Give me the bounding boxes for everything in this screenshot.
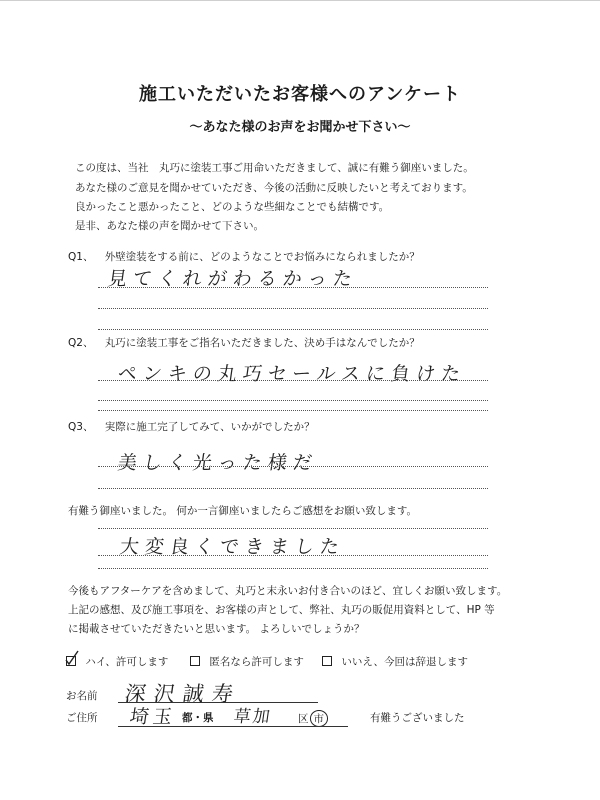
question-2-number: Q2、 bbox=[68, 337, 94, 349]
intro-line-1: この度は、当社 丸巧に塗装工事ご用命いただきまして、誠に有難う御座いました。 bbox=[75, 162, 474, 174]
separator-dot: ・ bbox=[192, 712, 203, 724]
allow-checkbox[interactable] bbox=[66, 656, 76, 666]
answer-1: 見てくれがわるかった bbox=[106, 268, 360, 290]
question-1 bbox=[68, 249, 420, 264]
address-ku-shi bbox=[298, 710, 328, 727]
comment-prompt: 有難う御座いました。 何か一言御座いましたらご感想をお願い致します。 bbox=[68, 505, 417, 517]
ken-label: 県 bbox=[203, 712, 214, 724]
anonymous-label: 匿名なら許可します bbox=[209, 656, 304, 668]
check-mark-icon bbox=[64, 650, 80, 666]
question-1-text: 外壁塗装をする前に、どのようなことでお悩みになられましたか？ bbox=[104, 251, 420, 263]
allow-label: ハイ、許可します bbox=[85, 656, 169, 668]
scan-edge bbox=[0, 0, 600, 1]
answer-2-line-1 bbox=[98, 380, 488, 381]
page-title: 施工いただいたお客様へのアンケート bbox=[139, 84, 461, 105]
page-subtitle: ～あなた様のお声をお聞かせ下さい～ bbox=[189, 120, 411, 135]
address-city: 草加 bbox=[232, 707, 274, 727]
question-3-number: Q3、 bbox=[68, 421, 94, 433]
answer-2-line-3 bbox=[98, 410, 488, 411]
intro-line-3: 良かったこと悪かったこと、どのような些細なことでも結構です。 bbox=[75, 201, 390, 213]
answer-2: ペンキの丸巧セールスに負けた bbox=[116, 363, 468, 385]
shi-label-circled: 市 bbox=[310, 710, 329, 727]
comment-line-2 bbox=[98, 555, 488, 556]
answer-3-line-1 bbox=[98, 466, 488, 467]
comment-answer: 大変良くできました bbox=[118, 536, 347, 558]
closing-line-3: に掲載させていただきたいと思います。 よろしいでしょうか？ bbox=[68, 623, 365, 635]
question-2-text: 丸巧に塗装工事をご指名いただきました、決め手はなんでしたか？ bbox=[104, 337, 420, 349]
consent-option-allow[interactable] bbox=[66, 654, 168, 669]
question-2 bbox=[68, 335, 420, 350]
answer-3-line-2 bbox=[98, 488, 488, 489]
intro-line-2: あなた様のご意見を聞かせていただき、今後の活動に反映したいと考えております。 bbox=[75, 182, 473, 194]
decline-checkbox[interactable] bbox=[322, 656, 332, 666]
answer-1-line-1 bbox=[98, 287, 488, 288]
comment-line-3 bbox=[98, 568, 488, 569]
closing-line-1: 今後もアフターケアを含めまして、丸巧と末永いお付き合いのほど、宜しくお願い致します。 bbox=[68, 585, 508, 597]
consent-option-anonymous[interactable] bbox=[190, 654, 304, 669]
question-1-number: Q1、 bbox=[68, 251, 94, 263]
name-value: 深沢誠寿 bbox=[123, 682, 243, 706]
address-underline bbox=[118, 726, 348, 727]
thanks-text: 有難うございました bbox=[370, 712, 465, 724]
address-to-ken bbox=[182, 710, 214, 725]
answer-3: 美しく光った様だ bbox=[116, 452, 320, 474]
name-label: お名前 bbox=[66, 690, 98, 702]
ku-label: 区 bbox=[298, 713, 309, 725]
answer-2-line-2 bbox=[98, 400, 488, 401]
question-3 bbox=[68, 419, 315, 434]
question-3-text: 実際に施工完了してみて、いかがでしたか？ bbox=[104, 421, 315, 433]
closing-line-2: 上記の感想、及び施工事項を、お客様の声として、弊社、丸巧の販促用資料として、HP 等 bbox=[68, 604, 495, 616]
to-label: 都 bbox=[182, 712, 193, 724]
answer-1-line-2 bbox=[98, 308, 488, 309]
decline-label: いいえ、今回は辞退します bbox=[341, 656, 468, 668]
address-label: ご住所 bbox=[66, 712, 98, 724]
address-prefecture: 埼玉 bbox=[128, 706, 178, 728]
consent-option-decline[interactable] bbox=[322, 654, 468, 669]
answer-1-line-3 bbox=[98, 329, 488, 330]
intro-line-4: 是非、あなた様の声を聞かせて下さい。 bbox=[75, 220, 264, 232]
comment-line-1 bbox=[98, 528, 488, 529]
anonymous-checkbox[interactable] bbox=[190, 656, 200, 666]
